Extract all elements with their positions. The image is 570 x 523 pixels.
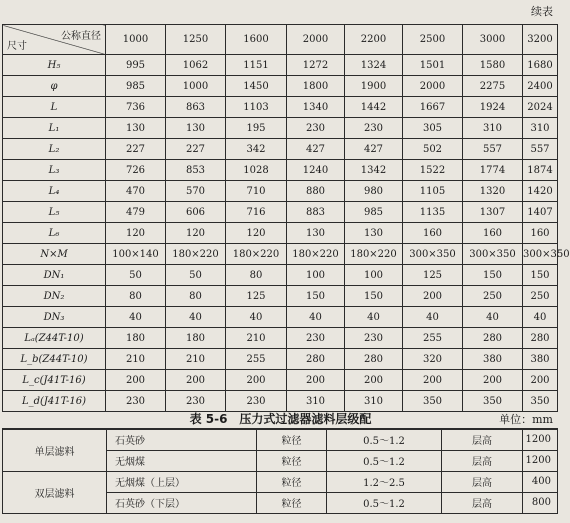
table-cell: 350 <box>463 391 523 412</box>
table-cell: 250 <box>463 286 523 307</box>
table-row <box>3 55 558 76</box>
table-row <box>3 286 558 307</box>
table-cell: 1420 <box>523 181 558 202</box>
column-header: 2000 <box>287 25 345 55</box>
table-row <box>3 118 558 139</box>
row-label: Lₐ(Z44T-10) <box>3 328 106 349</box>
size-label-cell: 粒径 <box>257 471 327 492</box>
table-row <box>3 223 558 244</box>
table-cell: 980 <box>345 181 403 202</box>
material-cell: 无烟煤 <box>107 450 257 471</box>
table-cell: 310 <box>287 391 345 412</box>
table-cell: 200 <box>106 370 166 391</box>
table-row <box>3 181 558 202</box>
table-row <box>3 202 558 223</box>
table-cell: 80 <box>106 286 166 307</box>
table-cell: 150 <box>463 265 523 286</box>
row-label: L_b(Z44T-10) <box>3 349 106 370</box>
table-cell: 736 <box>106 97 166 118</box>
table-cell: 200 <box>523 370 558 391</box>
table-cell: 40 <box>463 307 523 328</box>
table-cell: 1135 <box>403 202 463 223</box>
table-cell: 230 <box>287 118 345 139</box>
row-label: L_c(J41T-16) <box>3 370 106 391</box>
table-cell: 985 <box>106 76 166 97</box>
table-cell: 2000 <box>403 76 463 97</box>
table-cell: 1680 <box>523 55 558 76</box>
table-cell: 195 <box>226 118 287 139</box>
table-cell: 160 <box>403 223 463 244</box>
table-cell: 150 <box>523 265 558 286</box>
row-label: DN₃ <box>3 307 106 328</box>
table-cell: 200 <box>226 370 287 391</box>
row-label: N×M <box>3 244 106 265</box>
table-cell: 1105 <box>403 181 463 202</box>
height-label-cell: 层高 <box>442 471 523 492</box>
table-row <box>3 328 558 349</box>
table-row <box>3 244 558 265</box>
table-cell: 50 <box>166 265 226 286</box>
group-label: 单层滤料 <box>3 429 107 471</box>
table-cell: 1900 <box>345 76 403 97</box>
table-cell: 570 <box>166 181 226 202</box>
table-cell: 2275 <box>463 76 523 97</box>
table-cell: 350 <box>403 391 463 412</box>
row-label: L <box>3 97 106 118</box>
row-label: φ <box>3 76 106 97</box>
table-cell: 1501 <box>403 55 463 76</box>
table-cell: 557 <box>463 139 523 160</box>
table-cell: 200 <box>166 370 226 391</box>
table-cell: 1774 <box>463 160 523 181</box>
table-cell: 380 <box>523 349 558 370</box>
table-cell: 120 <box>226 223 287 244</box>
table-cell: 320 <box>403 349 463 370</box>
table-cell: 120 <box>106 223 166 244</box>
column-header: 1250 <box>166 25 226 55</box>
table-cell: 427 <box>345 139 403 160</box>
row-label: L₁ <box>3 118 106 139</box>
table-row <box>3 76 558 97</box>
table-cell: 40 <box>166 307 226 328</box>
table-cell: 40 <box>287 307 345 328</box>
table-cell: 280 <box>345 349 403 370</box>
material-cell: 石英砂 <box>107 429 257 450</box>
table-cell: 227 <box>106 139 166 160</box>
table-cell: 80 <box>166 286 226 307</box>
table-cell: 200 <box>403 370 463 391</box>
table-cell: 310 <box>345 391 403 412</box>
table-cell: 300×350 <box>523 244 558 265</box>
table-row <box>3 97 558 118</box>
table-cell: 100 <box>287 265 345 286</box>
table-cell: 300×350 <box>463 244 523 265</box>
table-cell: 310 <box>463 118 523 139</box>
table-row <box>3 160 558 181</box>
table-cell: 40 <box>226 307 287 328</box>
table-cell: 130 <box>287 223 345 244</box>
column-header: 1600 <box>226 25 287 55</box>
table-cell: 606 <box>166 202 226 223</box>
table-cell: 427 <box>287 139 345 160</box>
size-label-cell: 粒径 <box>257 450 327 471</box>
table-cell: 150 <box>345 286 403 307</box>
table-cell: 1103 <box>226 97 287 118</box>
table-cell: 1580 <box>463 55 523 76</box>
table-cell: 305 <box>403 118 463 139</box>
table-cell: 40 <box>106 307 166 328</box>
table-cell: 470 <box>106 181 166 202</box>
size-cell: 0.5～1.2 <box>327 450 442 471</box>
table-cell: 200 <box>345 370 403 391</box>
table-cell: 1450 <box>226 76 287 97</box>
table-cell: 130 <box>106 118 166 139</box>
table-cell: 1000 <box>166 76 226 97</box>
table-cell: 160 <box>463 223 523 244</box>
table-cell: 1320 <box>463 181 523 202</box>
table-cell: 853 <box>166 160 226 181</box>
size-label-cell: 粒径 <box>257 429 327 450</box>
table-cell: 200 <box>463 370 523 391</box>
group-label: 双层滤料 <box>3 471 107 513</box>
material-cell: 石英砂（下层） <box>107 492 257 513</box>
table-cell: 350 <box>523 391 558 412</box>
size-cell: 0.5～1.2 <box>327 429 442 450</box>
table-cell: 120 <box>166 223 226 244</box>
table-cell: 2024 <box>523 97 558 118</box>
table-header-row <box>3 25 558 55</box>
table-cell: 230 <box>345 118 403 139</box>
table-cell: 1272 <box>287 55 345 76</box>
table-cell: 100 <box>345 265 403 286</box>
table-cell: 210 <box>226 328 287 349</box>
table-cell: 180×220 <box>166 244 226 265</box>
dimensions-table <box>2 24 570 412</box>
table-cell: 380 <box>463 349 523 370</box>
row-label: L₆ <box>3 223 106 244</box>
column-header: 3200 <box>523 25 558 55</box>
size-label-cell: 粒径 <box>257 492 327 513</box>
table-caption <box>0 410 561 430</box>
row-label: L₂ <box>3 139 106 160</box>
table-cell: 150 <box>287 286 345 307</box>
header-nominal-diameter: 公称直径 <box>61 31 101 42</box>
table-cell: 255 <box>226 349 287 370</box>
table-cell: 250 <box>523 286 558 307</box>
table-row <box>3 429 558 450</box>
table-cell: 255 <box>403 328 463 349</box>
table-cell: 180 <box>106 328 166 349</box>
row-label: L₅ <box>3 202 106 223</box>
table-cell: 1340 <box>287 97 345 118</box>
table-cell: 710 <box>226 181 287 202</box>
table-cell: 125 <box>226 286 287 307</box>
size-cell: 0.5～1.2 <box>327 492 442 513</box>
table-cell: 230 <box>345 328 403 349</box>
header-dimension: 尺寸 <box>7 41 27 52</box>
table-cell: 280 <box>287 349 345 370</box>
table-cell: 1442 <box>345 97 403 118</box>
table-cell: 883 <box>287 202 345 223</box>
table-cell: 130 <box>166 118 226 139</box>
column-header: 3000 <box>463 25 523 55</box>
table-cell: 995 <box>106 55 166 76</box>
table-cell: 40 <box>345 307 403 328</box>
table-cell: 300×350 <box>403 244 463 265</box>
table-cell: 1874 <box>523 160 558 181</box>
table-row <box>3 307 558 328</box>
table-cell: 227 <box>166 139 226 160</box>
table-title: 表 5-6 压力式过滤器滤料层级配 <box>189 412 372 426</box>
table-row <box>3 471 558 492</box>
table-cell: 1667 <box>403 97 463 118</box>
table-cell: 1324 <box>345 55 403 76</box>
height-label-cell: 层高 <box>442 492 523 513</box>
row-label: L₄ <box>3 181 106 202</box>
table-cell: 200 <box>403 286 463 307</box>
table-cell: 479 <box>106 202 166 223</box>
table-cell: 230 <box>106 391 166 412</box>
continued-label: 续表 <box>531 5 553 18</box>
height-cell: 1200 <box>523 450 558 471</box>
table-cell: 1307 <box>463 202 523 223</box>
table-cell: 880 <box>287 181 345 202</box>
column-header: 2200 <box>345 25 403 55</box>
table-cell: 1800 <box>287 76 345 97</box>
table-unit: 单位：mm <box>499 413 553 426</box>
table-cell: 180×220 <box>287 244 345 265</box>
table-cell: 1407 <box>523 202 558 223</box>
table-cell: 557 <box>523 139 558 160</box>
table-cell: 1028 <box>226 160 287 181</box>
table-row <box>3 391 558 412</box>
size-cell: 1.2～2.5 <box>327 471 442 492</box>
table-cell: 180×220 <box>226 244 287 265</box>
table-cell: 130 <box>345 223 403 244</box>
table-cell: 40 <box>403 307 463 328</box>
material-cell: 无烟煤（上层） <box>107 471 257 492</box>
table-cell: 2400 <box>523 76 558 97</box>
table-cell: 1240 <box>287 160 345 181</box>
diagonal-header-cell <box>3 25 106 55</box>
row-label: L_d(J41T-16) <box>3 391 106 412</box>
column-header: 2500 <box>403 25 463 55</box>
column-header: 1000 <box>106 25 166 55</box>
height-cell: 400 <box>523 471 558 492</box>
table-cell: 726 <box>106 160 166 181</box>
table-cell: 230 <box>226 391 287 412</box>
table-cell: 100×140 <box>106 244 166 265</box>
table-cell: 1062 <box>166 55 226 76</box>
row-label: DN₁ <box>3 265 106 286</box>
table-row <box>3 370 558 391</box>
table-cell: 502 <box>403 139 463 160</box>
table-cell: 210 <box>106 349 166 370</box>
table-cell: 280 <box>463 328 523 349</box>
height-cell: 800 <box>523 492 558 513</box>
table-cell: 1151 <box>226 55 287 76</box>
table-cell: 863 <box>166 97 226 118</box>
table-cell: 230 <box>166 391 226 412</box>
table-cell: 125 <box>403 265 463 286</box>
table-cell: 180 <box>166 328 226 349</box>
table-cell: 280 <box>523 328 558 349</box>
table-row <box>3 265 558 286</box>
table-row <box>3 139 558 160</box>
row-label: L₃ <box>3 160 106 181</box>
table-cell: 180×220 <box>345 244 403 265</box>
table-cell: 1924 <box>463 97 523 118</box>
table-cell: 40 <box>523 307 558 328</box>
row-label: H₅ <box>3 55 106 76</box>
table-cell: 342 <box>226 139 287 160</box>
height-cell: 1200 <box>523 429 558 450</box>
table-cell: 1342 <box>345 160 403 181</box>
table-cell: 200 <box>287 370 345 391</box>
table-cell: 80 <box>226 265 287 286</box>
table-cell: 230 <box>287 328 345 349</box>
table-cell: 1522 <box>403 160 463 181</box>
table-cell: 210 <box>166 349 226 370</box>
row-label: DN₂ <box>3 286 106 307</box>
table-cell: 985 <box>345 202 403 223</box>
height-label-cell: 层高 <box>442 450 523 471</box>
table-cell: 310 <box>523 118 558 139</box>
table-row <box>3 349 558 370</box>
height-label-cell: 层高 <box>442 429 523 450</box>
table-cell: 160 <box>523 223 558 244</box>
table-cell: 716 <box>226 202 287 223</box>
table-cell: 50 <box>106 265 166 286</box>
filter-layer-table <box>2 428 558 514</box>
